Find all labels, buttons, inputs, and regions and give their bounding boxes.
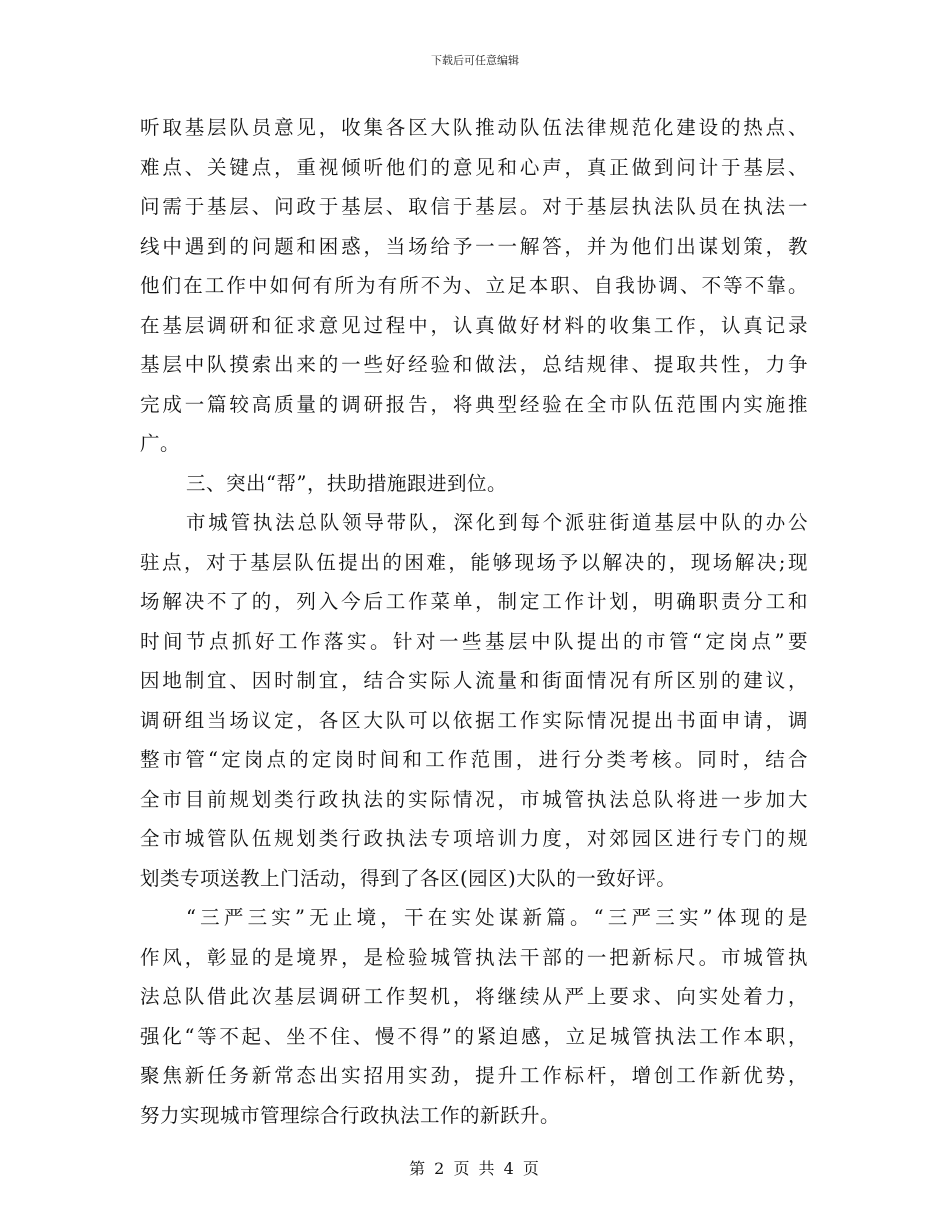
page-number: 第 2 页 共 4 页 — [409, 1159, 541, 1178]
paragraph-line: 完成一篇较高质量的调研报告，将典型经验在全市队伍范围内实施推 — [140, 392, 808, 416]
paragraph-line: 整市管“定岗点的定岗时间和工作范围，进行分类考核。同时，结合 — [140, 748, 808, 771]
page-header: 下载后可任意编辑 — [431, 54, 519, 67]
paragraph-line: 聚焦新任务新常态出实招用实劲，提升工作标杆，增创工作新优势， — [140, 1064, 808, 1087]
paragraph-line: 因地制宜、因时制宜，结合实际人流量和街面情况有所区别的建议， — [140, 669, 808, 692]
document-body — [140, 108, 808, 1135]
paragraph-line: 问需于基层、问政于基层、取信于基层。对于基层执法队员在执法一 — [140, 195, 808, 218]
paragraph-line: 听取基层队员意见，收集各区大队推动队伍法律规范化建设的热点、 — [140, 116, 808, 139]
paragraph-line: 法总队借此次基层调研工作契机，将继续从严上要求、向实处着力， — [140, 985, 808, 1008]
paragraph-line: 他们在工作中如何有所为有所不为、立足本职、自我协调、不等不靠。 — [140, 274, 808, 297]
paragraph-line: 全市城管队伍规划类行政执法专项培训力度，对郊园区进行专门的规 — [140, 827, 808, 850]
section-heading: 三、突出“帮”，扶助措施跟进到位。 — [186, 471, 507, 495]
paragraph-line: 驻点，对于基层队伍提出的困难，能够现场予以解决的，现场解决;现 — [140, 550, 808, 574]
paragraph-line: 市城管执法总队领导带队，深化到每个派驻街道基层中队的办公 — [186, 511, 808, 534]
paragraph-line: 场解决不了的，列入今后工作菜单，制定工作计划，明确职责分工和 — [140, 590, 808, 613]
paragraph-line: 在基层调研和征求意见过程中，认真做好材料的收集工作，认真记录 — [140, 313, 808, 337]
paragraph-line: 划类专项送教上门活动，得到了各区(园区)大队的一致好评。 — [140, 866, 677, 890]
paragraph-line: 强化“等不起、坐不住、慢不得”的紧迫感，立足城管执法工作本职， — [140, 1024, 808, 1048]
paragraph-line: 基层中队摸索出来的一些好经验和做法，总结规律、提取共性，力争 — [140, 353, 808, 376]
paragraph-line: 作风，彰显的是境界，是检验城管执法干部的一把新标尺。市城管执 — [140, 945, 808, 969]
paragraph-line: 全市目前规划类行政执法的实际情况，市城管执法总队将进一步加大 — [140, 787, 808, 811]
paragraph-line: 难点、关键点，重视倾听他们的意见和心声，真正做到问计于基层、 — [140, 155, 808, 179]
paragraph-line: 广。 — [140, 432, 181, 455]
paragraph-line: 调研组当场议定，各区大队可以依据工作实际情况提出书面申请，调 — [140, 708, 808, 732]
paragraph-line: 时间节点抓好工作落实。针对一些基层中队提出的市管“定岗点”要 — [140, 629, 808, 653]
paragraph-line: “三严三实”无止境，干在实处谋新篇。“三严三实”体现的是 — [186, 906, 808, 929]
paragraph-line: 努力实现城市管理综合行政执法工作的新跃升。 — [140, 1103, 561, 1127]
paragraph-line: 线中遇到的问题和困惑，当场给予一一解答，并为他们出谋划策，教 — [140, 234, 808, 258]
